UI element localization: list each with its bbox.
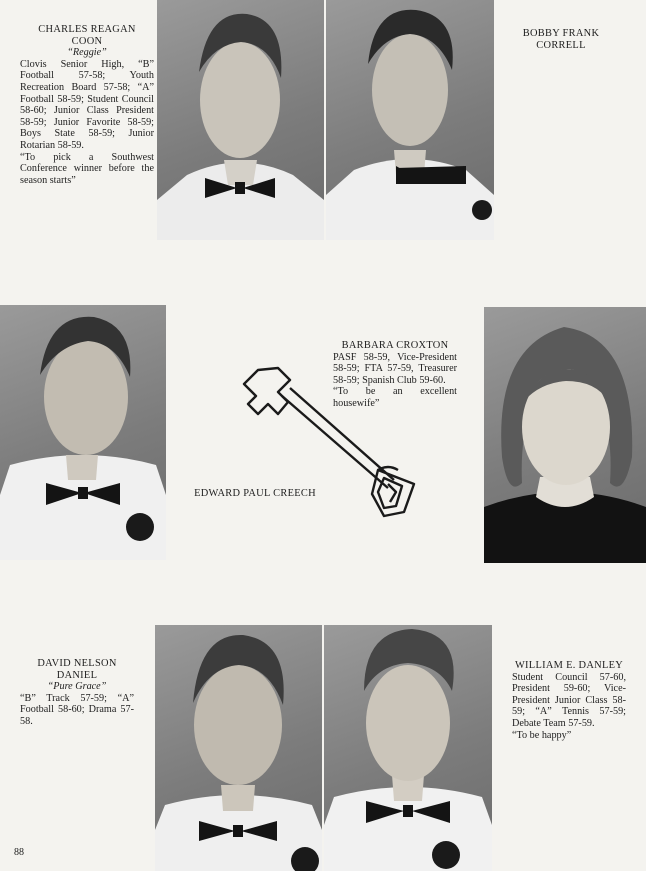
student-name-last: COON bbox=[71, 35, 103, 47]
page-number: 88 bbox=[14, 847, 24, 858]
student-nickname: “Pure Grace” bbox=[47, 681, 107, 693]
student-activities: Student Council 57-60, President 59-60; Vice-President Junior Class 58-59; “A” Tennis 57-59; Debate Team 57-59. bbox=[512, 671, 626, 729]
student-ambition: “To be an excellent housewife” bbox=[333, 386, 457, 409]
student-name-last: CORRELL bbox=[536, 39, 586, 51]
student-activities: Clovis Senior High, “B” Football 57-58; Youth Recreation Board 57-58; “A” Football 58-59; Student Council 58-60; Junior Class President 58-59; Junior Favorite 58-59; Boys State 58-59; Junior Rotarian 58-59. bbox=[20, 58, 154, 151]
creech-portrait-photo bbox=[0, 305, 166, 560]
creech-name-label: EDWARD PAUL CREECH bbox=[194, 488, 316, 499]
croxton-bio-block bbox=[333, 340, 457, 410]
student-name: BARBARA CROXTON bbox=[341, 340, 449, 351]
daniel-bio-block bbox=[20, 658, 134, 728]
student-ambition: “To be happy” bbox=[512, 729, 572, 741]
daniel-portrait-photo bbox=[155, 625, 322, 871]
croxton-portrait-photo bbox=[484, 307, 646, 563]
coon-portrait-photo bbox=[157, 0, 324, 240]
student-name: DAVID NELSON bbox=[37, 658, 117, 669]
student-name-last: DANIEL bbox=[56, 669, 98, 681]
coon-bio-block bbox=[20, 24, 154, 186]
student-nickname: “Reggie” bbox=[67, 47, 107, 59]
student-activities: “B” Track 57-59; “A” Football 58-60; Drama 57-58. bbox=[20, 692, 134, 727]
correll-portrait-photo bbox=[326, 0, 494, 240]
danley-portrait-photo bbox=[324, 625, 492, 871]
student-name: CHARLES REAGAN bbox=[38, 24, 136, 35]
danley-bio-block bbox=[512, 660, 626, 741]
student-name: WILLIAM E. DANLEY bbox=[514, 660, 624, 671]
correll-name-block bbox=[506, 28, 616, 51]
student-activities: PASF 58-59, Vice-President 58-59; FTA 57-59, Treasurer 58-59; Spanish Club 59-60. bbox=[333, 351, 457, 386]
student-name: BOBBY FRANK bbox=[522, 28, 600, 39]
student-ambition: “To pick a Southwest Conference winner before the season starts” bbox=[20, 151, 154, 186]
